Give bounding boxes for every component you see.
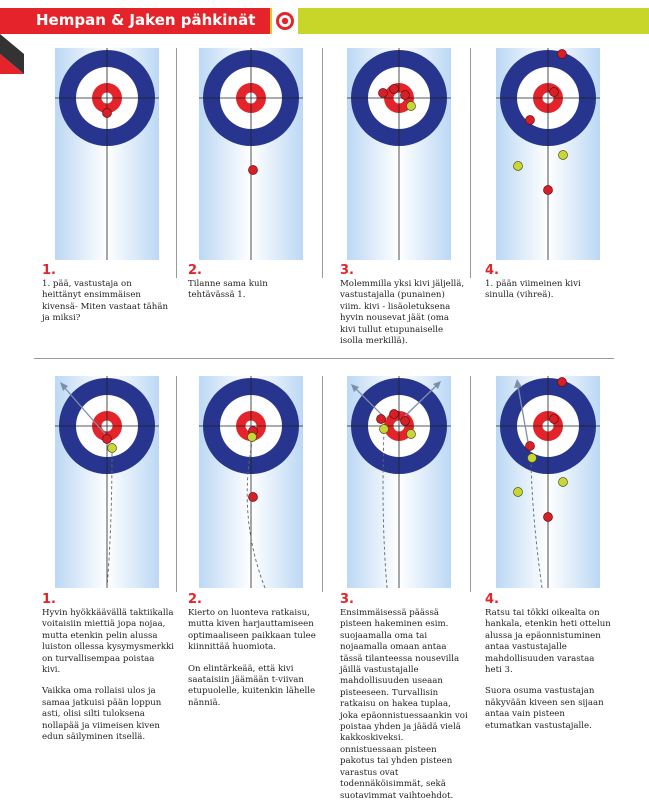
stone-red xyxy=(558,50,567,59)
stone-red xyxy=(103,109,112,118)
column-divider xyxy=(322,48,323,278)
bottom-item-2-text xyxy=(188,608,318,719)
stone-red xyxy=(390,85,399,94)
stone-yellow xyxy=(407,430,416,439)
stone-yellow xyxy=(559,151,568,160)
stone-red xyxy=(103,435,112,444)
stone-red xyxy=(401,417,410,426)
stone-yellow xyxy=(514,162,523,171)
stone-red xyxy=(526,116,535,125)
stone-red xyxy=(558,378,567,387)
bottom-item-2-number: 2. xyxy=(188,592,202,607)
column-divider xyxy=(176,376,177,592)
bottom-item-4-number: 4. xyxy=(485,592,499,607)
stone-yellow xyxy=(380,425,389,434)
stone-red xyxy=(379,89,388,98)
stone-red xyxy=(526,442,535,451)
column-divider xyxy=(322,376,323,592)
stone-red xyxy=(550,88,559,97)
bottom-item-3-number: 3. xyxy=(340,592,354,607)
column-divider xyxy=(176,48,177,278)
stone-yellow xyxy=(528,454,537,463)
header-title: Hempan & Jaken pähkinät xyxy=(36,11,256,29)
bottom-item-3-text xyxy=(340,608,468,800)
curling-sheet-top-2 xyxy=(199,48,303,260)
bottom-item-1-text xyxy=(42,608,174,753)
curling-sheet-bottom-3 xyxy=(347,376,451,588)
paragraph: Ensimmäisessä päässä pisteen hakeminen esim. suojaamalla oma tai nojaamalla omaan antaa tässä tilanteessa nousevilla jäillä vastustajalle mahdollisuuden useaan pisteeseen. Turvallisin ratkaisu on hakea tuplaa, joka epäonnistuessaankin voi poistaa yhden ja jäädä vielä kakkoskiveksi. onnistuessaan pisteen pakotus tai yhden pisteen varastus ovat todennäköisimmät, sekä suotavimmat vaihtoehdot. xyxy=(340,608,468,800)
top-item-3-number: 3. xyxy=(340,263,354,278)
stone-yellow xyxy=(514,488,523,497)
paragraph: Ratsu tai tökki oikealta on hankala, etenkin heti ottelun alussa ja epäonnistuminen antaa vastustajalle mahdollisuuden varastaa heti 3. xyxy=(485,608,611,676)
top-item-2-number: 2. xyxy=(188,263,202,278)
stone-red xyxy=(377,415,386,424)
bottom-item-1-number: 1. xyxy=(42,592,56,607)
top-item-3-text: Molemmilla yksi kivi jäljellä, vastustajalla (punainen) viim. kivi - lisäoletuksena hyvin nousevat jäät (oma kivi tullut etupunaiselle isolla merkillä). xyxy=(340,279,465,347)
stone-yellow xyxy=(407,102,416,111)
section-divider xyxy=(34,358,614,359)
stone-yellow xyxy=(248,433,257,442)
stone-red xyxy=(401,91,410,100)
stone-yellow xyxy=(108,444,117,453)
top-item-4-number: 4. xyxy=(485,263,499,278)
stone-red xyxy=(249,493,258,502)
curling-sheet-top-4 xyxy=(496,48,600,260)
corner-decoration xyxy=(0,34,24,74)
top-item-1-text: 1. pää, vastustaja on heittänyt ensimmäisen kivensä- Miten vastaat tähän ja miksi? xyxy=(42,279,168,324)
column-divider xyxy=(470,48,471,278)
stone-red xyxy=(249,166,258,175)
stone-red xyxy=(544,186,553,195)
curling-sheet-top-1 xyxy=(55,48,159,260)
curling-sheet-bottom-4 xyxy=(496,376,600,588)
stone-red xyxy=(550,415,559,424)
stone-red xyxy=(390,410,399,419)
stone-red xyxy=(544,513,553,522)
top-item-4-text: 1. pään viimeinen kivi sinulla (vihreä). xyxy=(485,279,581,301)
curling-sheet-bottom-2 xyxy=(199,376,303,588)
curling-sheet-top-3 xyxy=(347,48,451,260)
paragraph: Vaikka oma rollaisi ulos ja samaa jatkuisi pään loppun asti, olisi silti tuloksena nollapää ja viimeisen kiven edun säilyminen itsellä. xyxy=(42,686,162,743)
paragraph: On elintärkeää, että kivi saataisiin jäämään t-viivan etupuolelle, kuitenkin lähelle nänniä. xyxy=(188,663,316,708)
paragraph: Kierto on luonteva ratkaisu, mutta kiven harjauttamiseen optimaaliseen paikkaan tulee kiinnittää huomiota. xyxy=(188,608,316,653)
target-logo-icon xyxy=(272,8,298,34)
bottom-item-4-text xyxy=(485,608,611,742)
stone-yellow xyxy=(559,478,568,487)
column-divider xyxy=(470,376,471,592)
curling-sheet-bottom-1 xyxy=(55,376,159,588)
top-item-1-number: 1. xyxy=(42,263,56,278)
paragraph: Suora osuma vastustajan näkyvään kiveen sen sijaan antaa vain pisteen etumatkan vastustajalle. xyxy=(485,686,604,731)
top-item-2-text: Tilanne sama kuin tehtävässä 1. xyxy=(188,279,268,301)
paragraph: Hyvin hyökkäävällä taktiikalla voitaisiin miettiä jopa nojaa, mutta etenkin pelin alussa luiston ollessa kysymysmerkki on turvallisempaa poistaa kivi. xyxy=(42,608,175,676)
